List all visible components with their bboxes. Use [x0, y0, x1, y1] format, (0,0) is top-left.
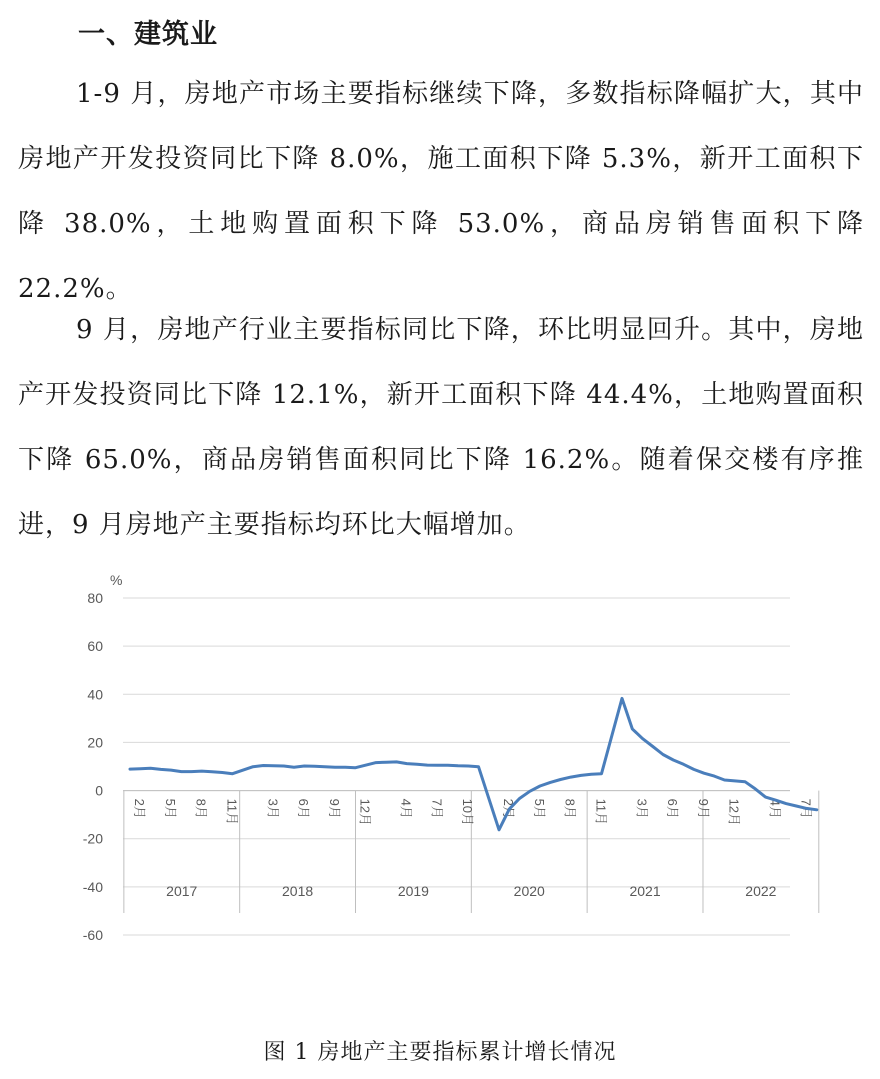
month-tick-label: 3月: [265, 798, 281, 819]
month-tick-label: 7月: [798, 798, 814, 819]
month-tick-label: 2月: [132, 798, 147, 819]
month-tick-label: 2月: [501, 798, 516, 819]
y-tick-label: -40: [82, 878, 103, 895]
month-tick-label: 5月: [162, 798, 178, 819]
month-tick-label: 11月: [593, 798, 609, 826]
line-chart: [0, 560, 880, 1000]
year-label: 2019: [397, 883, 429, 899]
month-tick-label: 11月: [224, 798, 240, 826]
year-label: 2020: [513, 883, 545, 899]
month-tick-label: 8月: [562, 798, 578, 819]
y-tick-label: 0: [95, 782, 103, 799]
paragraph-1: 1-9 月，房地产市场主要指标继续下降，多数指标降幅扩大，其中房地产开发投资同比下降 8.0%，施工面积下降 5.3%，新开工面积下降 38.0%，土地购置面积下降 53.0%，商品房销售面积下降 22.2%。: [18, 79, 864, 304]
year-label: 2018: [282, 883, 314, 899]
month-tick-label: 5月: [531, 798, 547, 819]
month-tick-label: 4月: [398, 798, 414, 819]
month-tick-label: 9月: [695, 798, 711, 819]
paragraph-2: 9 月，房地产行业主要指标同比下降，环比明显回升。其中，房地产开发投资同比下降 12.1%，新开工面积下降 44.4%，土地购置面积下降 65.0%，商品房销售面积同比下降 16.2%。随着保交楼有序推进，9 月房地产主要指标均环比大幅增加。: [18, 315, 864, 540]
month-tick-label: 12月: [357, 798, 373, 827]
x-axis: [123, 791, 819, 913]
y-tick-label: -60: [82, 927, 103, 943]
year-label: 2017: [166, 883, 198, 899]
month-tick-label: 3月: [634, 798, 650, 819]
y-tick-label: 60: [87, 638, 103, 655]
month-tick-label: 9月: [326, 798, 342, 819]
figure-caption: 图 1 房地产主要指标累计增长情况: [263, 1040, 617, 1065]
month-tick-label: 6月: [665, 798, 680, 819]
month-tick-label: 10月: [460, 798, 475, 827]
month-tick-label: 12月: [726, 798, 742, 827]
month-tick-label: 8月: [193, 798, 209, 819]
y-tick-label: 20: [87, 734, 103, 751]
year-label: 2022: [745, 883, 777, 899]
month-tick-label: 7月: [429, 798, 445, 819]
y-tick-label: 40: [87, 686, 103, 703]
y-axis: [83, 572, 123, 943]
y-tick-label: -20: [82, 830, 103, 847]
year-label: 2021: [629, 883, 661, 899]
section-heading: 一、建筑业: [78, 19, 218, 50]
month-tick-label: 6月: [296, 798, 311, 819]
month-tick-label: 4月: [767, 798, 783, 819]
y-tick-label: 80: [87, 590, 103, 606]
y-unit-label: %: [110, 572, 123, 588]
